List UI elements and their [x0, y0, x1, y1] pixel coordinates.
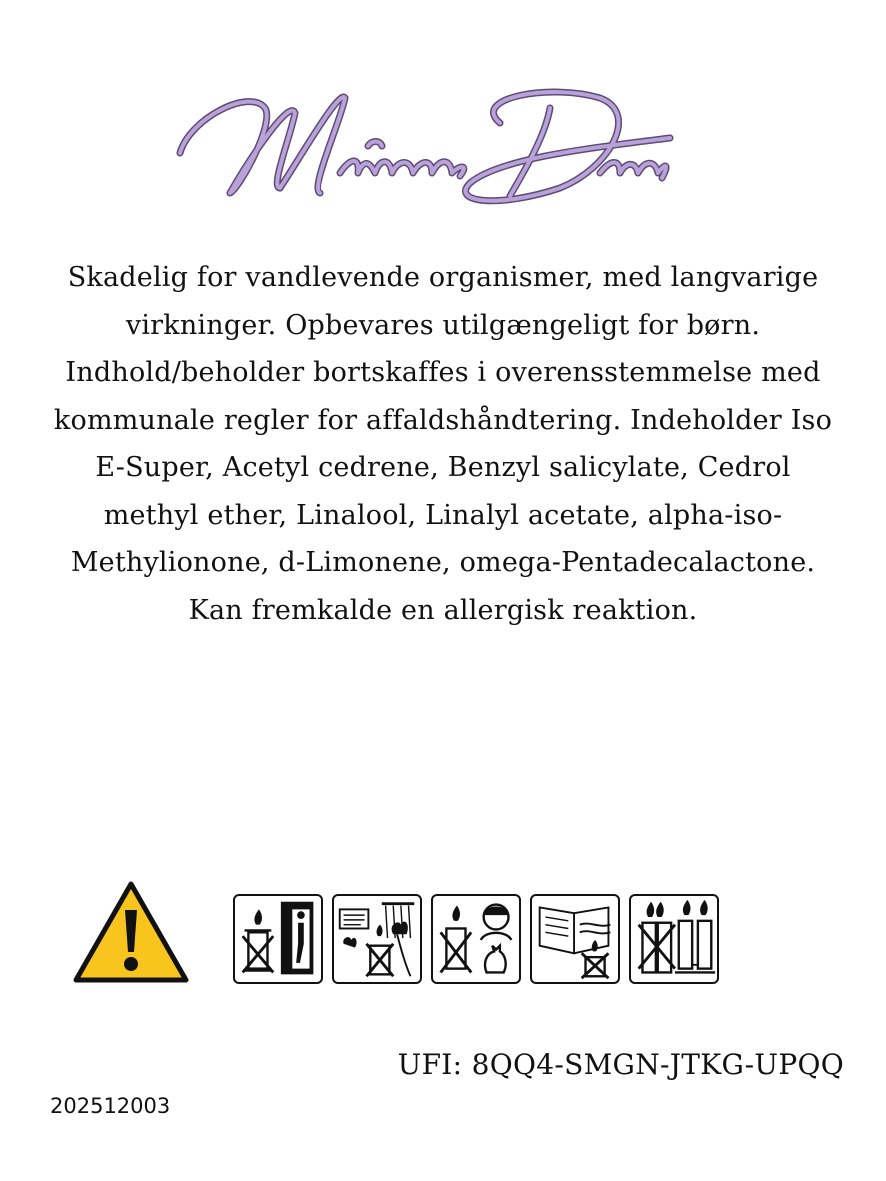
- safety-warning-text: Skadelig for vandlevende organismer, med langvarige virkninger. Opbevares utilgængeligt for børn. Indhold/beholder bortskaffes i overensstemmelse med kommunale regler for affaldshåndtering. Indeholder Iso E-Super, Acetyl cedrene, Benzyl salicylate, Cedrol methyl ether, Linalool, Linalyl acetate, alpha-iso-Methylionone, d-Limonene, omega-Pentadecalactone. Kan fremkalde en allergisk reaktion.: [53, 262, 833, 626]
- candle-unattended-icon: [233, 894, 323, 984]
- candle-flammable-distance-icon: [332, 894, 422, 984]
- batch-number: 202512003: [50, 1094, 171, 1118]
- logo-lettering: [170, 78, 690, 218]
- brand-logo: [170, 78, 690, 218]
- warning-triangle-icon: [70, 878, 192, 988]
- candle-distance-between-icon: [629, 894, 719, 984]
- candle-child-pet-icon: [431, 894, 521, 984]
- candle-draft-icon: [530, 894, 620, 984]
- ufi-code: UFI: 8QQ4-SMGN-JTKG-UPQQ: [397, 1048, 844, 1081]
- candle-safety-pictograms: [233, 894, 719, 986]
